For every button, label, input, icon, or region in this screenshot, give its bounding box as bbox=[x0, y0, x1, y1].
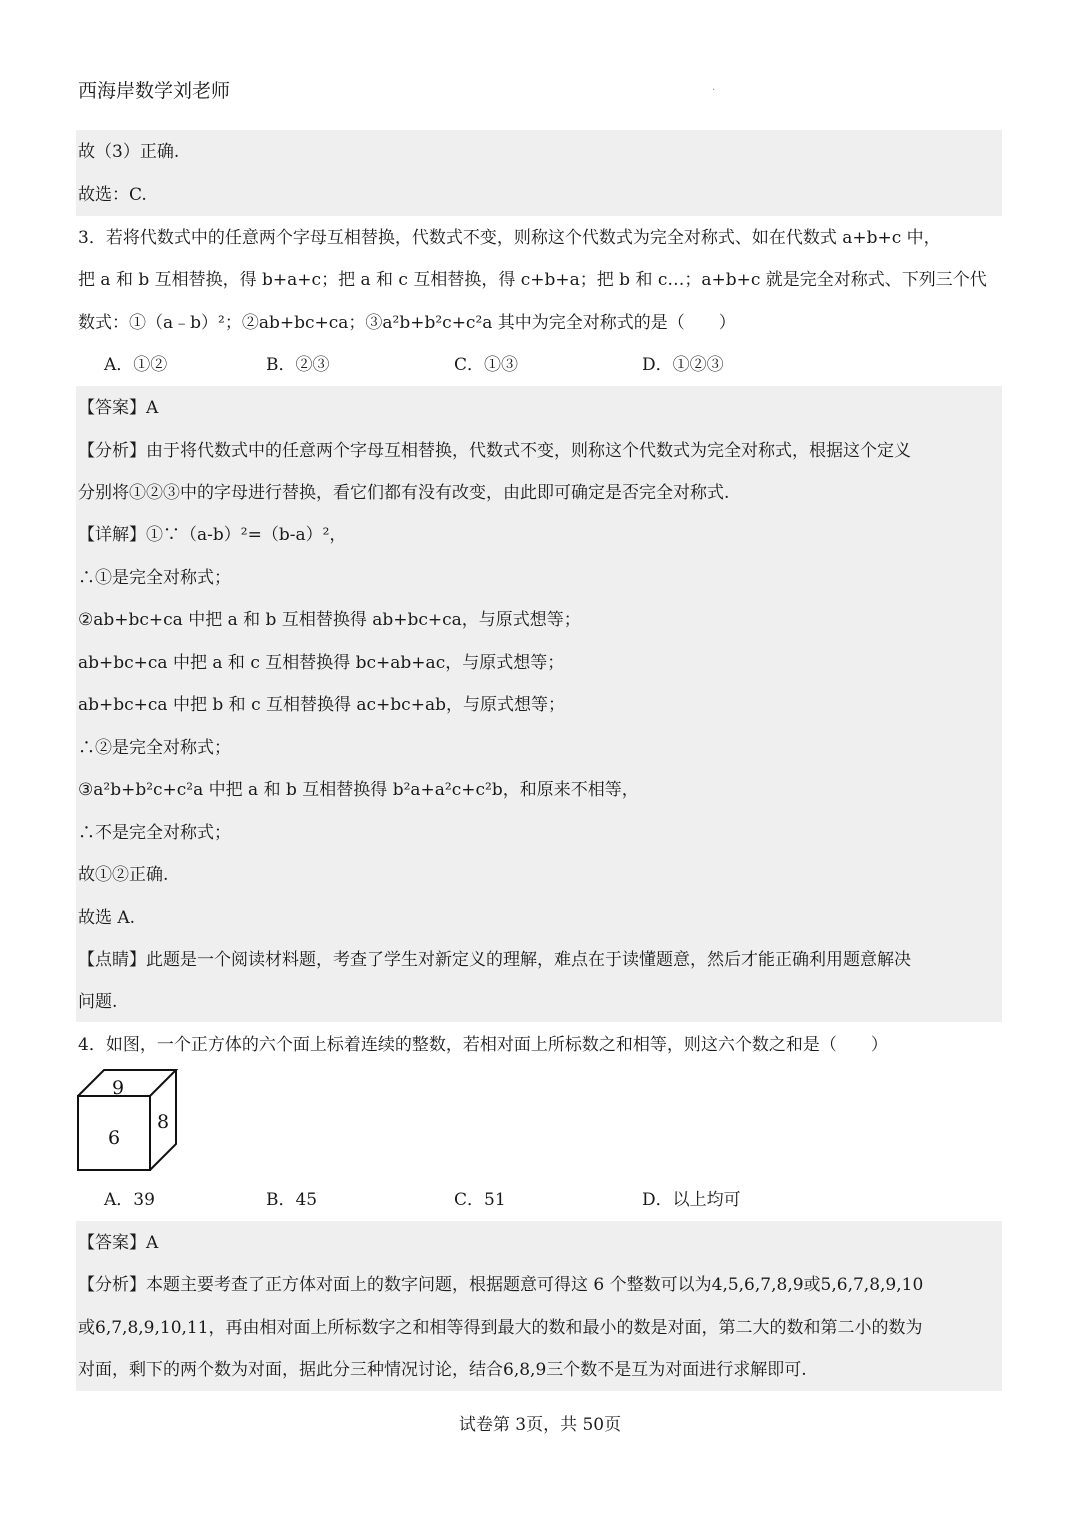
cube-top-number: 9 bbox=[111, 1077, 125, 1099]
q4-answer: 【答案】A bbox=[78, 1233, 159, 1253]
q4-option-c: C．51 bbox=[454, 1190, 506, 1210]
cube-side-number: 8 bbox=[156, 1111, 170, 1133]
q4-analysis-line: 【分析】本题主要考查了正方体对面上的数字问题，根据题意可得这 6 个整数可以为4,5,6,7,8,9或5,6,7,8,9,10 bbox=[78, 1275, 924, 1295]
q3-answer: 【答案】A bbox=[78, 398, 159, 418]
q3-detail-line: ②ab+bc+ca 中把 a 和 b 互相替换得 ab+bc+ca，与原式想等； bbox=[78, 610, 581, 630]
prev-line: 故（3）正确. bbox=[78, 142, 180, 162]
q3-detail-line: ∴①是完全对称式； bbox=[78, 568, 231, 588]
q3-stem-line: 3．若将代数式中的任意两个字母互相替换，代数式不变，则称这个代数式为完全对称式、如在代数式 a+b+c 中， bbox=[78, 228, 941, 248]
q3-option-b: B．②③ bbox=[266, 355, 330, 375]
q4-analysis-line: 对面，剩下的两个数为对面，据此分三种情况讨论，结合6,8,9三个数不是互为对面进行求解即可. bbox=[78, 1360, 807, 1380]
q3-detail-line: ③a²b+b²c+c²a 中把 a 和 b 互相替换得 b²a+a²c+c²b，和原来不相等， bbox=[78, 780, 639, 800]
cube-figure bbox=[74, 1066, 184, 1176]
q4-stem: 4．如图，一个正方体的六个面上标着连续的整数，若相对面上所标数之和相等，则这六个数之和是（ ） bbox=[78, 1035, 888, 1055]
q3-stem-line: 把 a 和 b 互相替换，得 b+a+c；把 a 和 c 互相替换，得 c+b+a；把 b 和 c…；a+b+c 就是完全对称式、下列三个代 bbox=[78, 270, 987, 290]
q3-option-a: A．①② bbox=[104, 355, 168, 375]
q4-option-d: D．以上均可 bbox=[642, 1190, 741, 1210]
prev-line: 故选：C. bbox=[78, 185, 147, 205]
q3-detail-line: 故①②正确. bbox=[78, 865, 169, 885]
q4-option-b: B．45 bbox=[266, 1190, 318, 1210]
q4-analysis-line: 或6,7,8,9,10,11，再由相对面上所标数字之和相等得到最大的数和最小的数是对面，第二大的数和第二小的数为 bbox=[78, 1318, 923, 1338]
cube-front-number: 6 bbox=[107, 1127, 121, 1149]
q3-comment-line: 问题. bbox=[78, 992, 118, 1012]
q3-detail-line: ab+bc+ca 中把 b 和 c 互相替换得 ac+bc+ab，与原式想等； bbox=[78, 695, 565, 715]
q3-comment-line: 【点睛】此题是一个阅读材料题，考查了学生对新定义的理解，难点在于读懂题意，然后才能正确利用题意解决 bbox=[78, 950, 911, 970]
page-footer: 试卷第 3页，共 50页 bbox=[458, 1415, 622, 1435]
q3-detail-line: ∴不是完全对称式； bbox=[78, 823, 231, 843]
q3-option-c: C．①③ bbox=[454, 355, 519, 375]
q3-analysis-line: 分别将①②③中的字母进行替换，看它们都有没有改变，由此即可确定是否完全对称式. bbox=[78, 483, 730, 503]
q3-stem-line: 数式：①（a﹣b）²；②ab+bc+ca；③a²b+b²c+c²a 其中为完全对称式的是（ ） bbox=[78, 313, 736, 333]
page-header: 西海岸数学刘老师 bbox=[78, 80, 231, 102]
q3-analysis-line: 【分析】由于将代数式中的任意两个字母互相替换，代数式不变，则称这个代数式为完全对称式，根据这个定义 bbox=[78, 441, 911, 461]
q3-detail-line: ∴②是完全对称式； bbox=[78, 738, 231, 758]
q3-detail-line: 故选 A. bbox=[78, 908, 136, 928]
solution-shade-prev bbox=[76, 130, 1002, 216]
header-dot: . bbox=[712, 82, 716, 93]
q3-detail-line: ab+bc+ca 中把 a 和 c 互相替换得 bc+ab+ac，与原式想等； bbox=[78, 653, 565, 673]
q3-option-d: D．①②③ bbox=[642, 355, 724, 375]
q3-detail-line: 【详解】①∵（a-b）²=（b-a）²， bbox=[78, 525, 347, 545]
q4-option-a: A．39 bbox=[104, 1190, 155, 1210]
